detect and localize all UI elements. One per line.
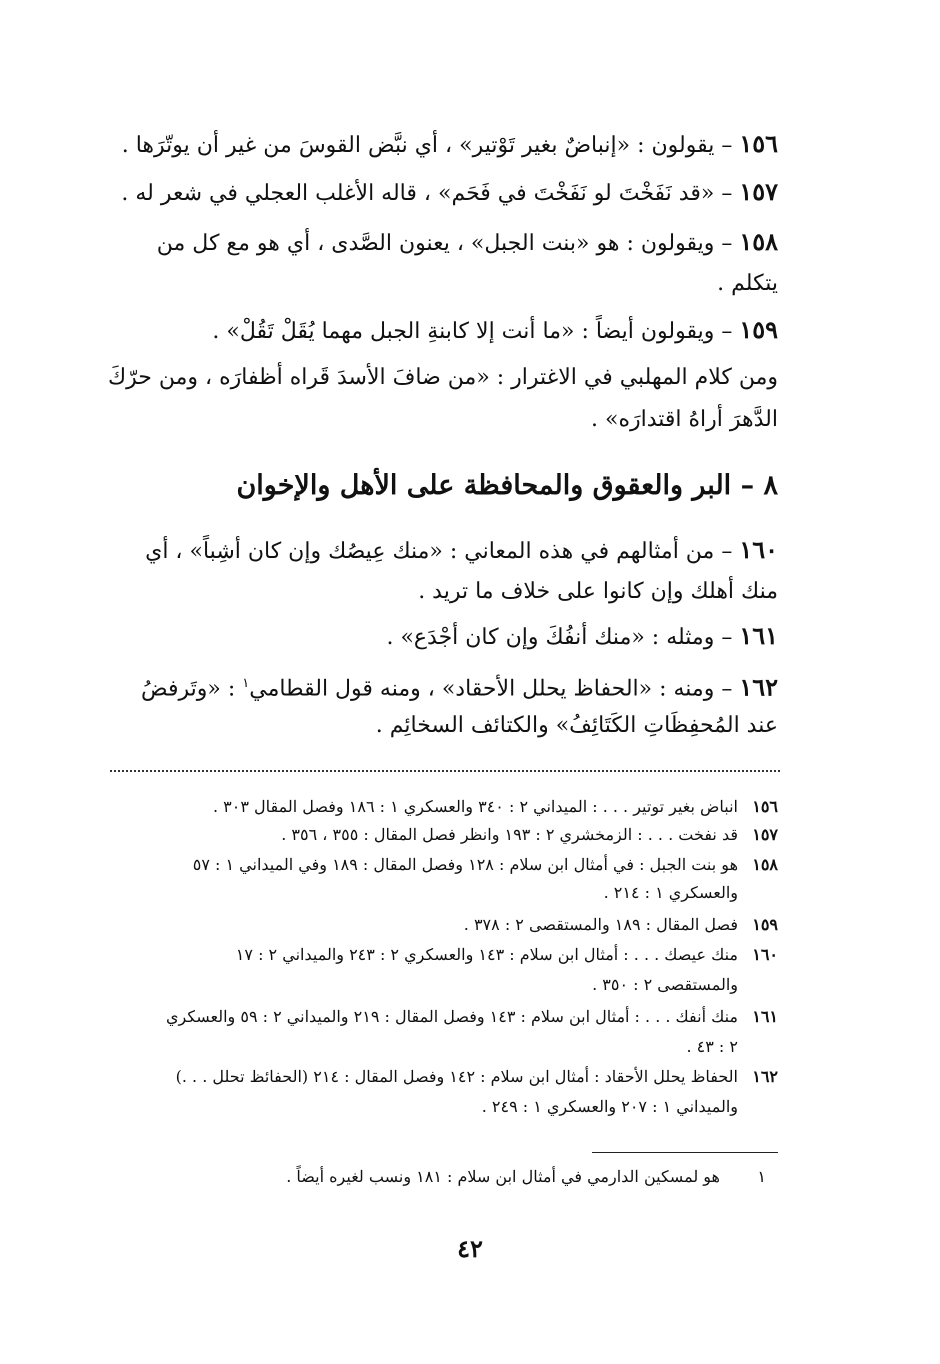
proverb-number: ١٥٦	[739, 129, 778, 158]
paragraph-157	[121, 178, 778, 208]
notes-separator	[110, 770, 780, 772]
note-158: ١٥٨هو بنت الجبل : في أمثال ابن سلام : ١٢٨ وفصل المقال : ١٨٩ وفي الميداني ١ : ٥٧	[192, 855, 778, 874]
proverb-number: ١٥٩	[739, 315, 778, 344]
note-159: ١٥٩فصل المقال : ١٨٩ والمستقصى ٢ : ٣٧٨ .	[463, 915, 778, 934]
proverb-text-end: : «وتَرفضُ	[141, 676, 243, 702]
footnote-rule	[592, 1152, 778, 1153]
proverb-text: – «قد نَفَخْتَ لو نَفَخْتَ في فَحَم» ، قاله الأغلب العجلي في شعر له .	[121, 181, 740, 206]
proverb-number: ١٦٢	[739, 672, 778, 702]
paragraph-159	[212, 316, 778, 346]
prose-line-1: ومن كلام المهلبي في الاغترار : «من ضافَ الأسدَ قَراه أظفارَه ، ومن حرّكَ	[107, 365, 778, 390]
proverb-number: ١٥٧	[739, 177, 778, 206]
note-156: ١٥٦انباض بغير توتير . . . : الميداني ٢ : ٣٤٠ والعسكري ١ : ١٨٦ وفصل المقال ٣٠٣ .	[213, 797, 778, 816]
proverb-text: – ويقولون أيضاً : «ما أنت إلا كابنةِ الجبل مهما يُقَلْ تَقُلْ» .	[212, 319, 740, 344]
note-160: ١٦٠منك عيصك . . . : أمثال ابن سلام : ١٤٣ والعسكري ٢ : ٢٤٣ والميداني ٢ : ١٧	[235, 945, 778, 964]
footnote-marker: ١	[242, 676, 250, 691]
note-157: ١٥٧قد نفخت . . . : الزمخشري ٢ : ١٩٣ وانظر فصل المقال : ٣٥٥ ، ٣٥٦ .	[281, 825, 778, 844]
proverb-text: – يقولون : «إنباضٌ بغير تَوْتير» ، أي نبَّض القوسَ من غير أن يوتّرَها .	[121, 133, 740, 158]
proverb-text: – ومثله : «منك أنفُكَ وإن كان أجْدَع» .	[386, 625, 740, 650]
paragraph-162	[141, 670, 778, 703]
note-158-cont: والعسكري ١ : ٢١٤ .	[603, 883, 738, 902]
note-160-cont: والمستقصى ٢ : ٣٥٠ .	[592, 975, 738, 994]
page-number: ٤٢	[457, 1234, 483, 1263]
paragraph-161	[386, 622, 778, 652]
proverb-number: ١٦١	[739, 621, 778, 650]
paragraph-158	[157, 228, 778, 258]
note-161-cont: ٢ : ٤٣ .	[686, 1037, 738, 1056]
note-162-cont: والميداني ١ : ٢٠٧ والعسكري ١ : ٢٤٩ .	[481, 1097, 738, 1116]
proverb-number: ١٦٠	[739, 535, 778, 564]
note-161: ١٦١منك أنفك . . . : أمثال ابن سلام : ١٤٣ وفصل المقال : ٢١٩ والميداني ٢ : ٥٩ والعسكري	[166, 1007, 778, 1026]
proverb-number: ١٥٨	[739, 227, 778, 256]
paragraph-158-cont: يتكلم .	[717, 271, 778, 296]
paragraph-162-cont: عند المُحفِظَاتِ الكَتَائِفُ» والكتائف السخائِم .	[375, 713, 778, 738]
proverb-text: – ويقولون : هو «بنت الجبل» ، يعنون الصَّدى ، أي هو مع كل من	[156, 231, 740, 256]
paragraph-160	[145, 536, 778, 566]
prose-line-2: الدَّهرَ أراهُ اقتدارَه» .	[591, 407, 778, 432]
footnote-1: ١هو لمسكين الدارمي في أمثال ابن سلام : ١٨١ ونسب لغيره أيضاً .	[286, 1167, 766, 1186]
proverb-text: – من أمثالهم في هذه المعاني : «منك عِيصُك وإن كان أشِباً» ، أي	[145, 539, 740, 564]
note-162: ١٦٢الحفاظ يحلل الأحقاد : أمثال ابن سلام : ١٤٢ وفصل المقال : ٢١٤ (الحفائظ تحلل . . .)	[175, 1067, 778, 1086]
paragraph-156	[122, 130, 778, 160]
proverb-text: – ومنه : «الحفاظ يحلل الأحقاد» ، ومنه قول القطامي	[249, 676, 740, 702]
paragraph-160-cont: منك أهلك وإن كانوا على خلاف ما تريد .	[418, 579, 778, 604]
section-heading: ٨ – البر والعقوق والمحافظة على الأهل والإخوان	[236, 470, 778, 501]
